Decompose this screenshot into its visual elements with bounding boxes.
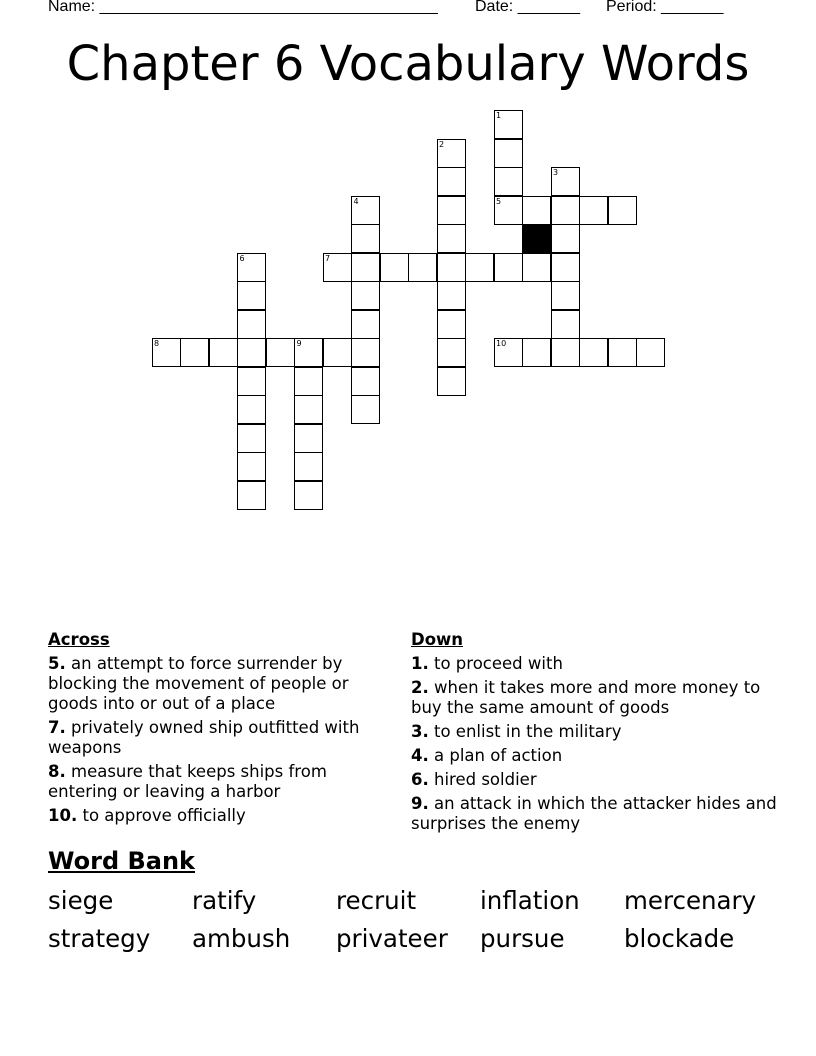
crossword-cell[interactable]: [351, 196, 380, 225]
name-field-label[interactable]: Name: ______________________________________: [48, 0, 438, 15]
clue-text: to proceed with: [434, 654, 563, 673]
crossword-cell[interactable]: [294, 424, 323, 453]
crossword-cell[interactable]: [608, 196, 637, 225]
crossword-cell[interactable]: [323, 338, 352, 367]
clue-number-label: 4: [353, 196, 359, 206]
clue-down-9: [411, 794, 781, 834]
clue-number: 1.: [411, 654, 429, 673]
crossword-cell[interactable]: [237, 253, 266, 282]
clue-text: measure that keeps ships from entering or leaving a harbor: [48, 762, 327, 801]
crossword-cell[interactable]: [465, 253, 494, 282]
crossword-cell[interactable]: [351, 310, 380, 339]
word-bank-item: privateer: [336, 924, 448, 953]
crossword-cell[interactable]: [437, 367, 466, 396]
clue-number: 6.: [411, 770, 429, 789]
across-heading: Across: [48, 630, 110, 649]
clue-number-label: 2: [439, 139, 445, 149]
crossword-cell[interactable]: [237, 281, 266, 310]
word-bank-heading: Word Bank: [48, 847, 196, 875]
clue-number-label: 6: [239, 253, 245, 263]
crossword-cell[interactable]: [437, 224, 466, 253]
clue-number: 3.: [411, 722, 429, 741]
blocked-square: [522, 224, 551, 253]
clue-number-label: 7: [325, 253, 331, 263]
crossword-cell[interactable]: [237, 338, 266, 367]
clue-number-label: 10: [496, 339, 507, 348]
crossword-cell[interactable]: [608, 338, 637, 367]
word-bank-item: blockade: [624, 924, 735, 953]
clue-down-3: [411, 722, 781, 742]
crossword-cell[interactable]: [380, 253, 409, 282]
crossword-cell[interactable]: [294, 338, 323, 367]
word-bank-item: inflation: [480, 886, 580, 915]
clue-text: when it takes more and more money to buy the same amount of goods: [411, 678, 761, 717]
crossword-cell[interactable]: [351, 338, 380, 367]
crossword-cell[interactable]: [437, 310, 466, 339]
word-bank-item: ratify: [192, 886, 257, 915]
clue-text: hired soldier: [434, 770, 537, 789]
crossword-cell[interactable]: [209, 338, 238, 367]
clue-number: 2.: [411, 678, 429, 697]
crossword-cell[interactable]: [551, 253, 580, 282]
crossword-cell[interactable]: [437, 253, 466, 282]
crossword-cell[interactable]: [437, 281, 466, 310]
crossword-cell[interactable]: [551, 167, 580, 196]
crossword-cell[interactable]: [551, 224, 580, 253]
crossword-grid: [0, 0, 816, 520]
crossword-cell[interactable]: [294, 367, 323, 396]
clue-down-1: [411, 654, 781, 674]
period-field-label[interactable]: Period: _______: [606, 0, 724, 15]
clue-text: to enlist in the military: [434, 722, 622, 741]
crossword-cell[interactable]: [494, 196, 523, 225]
crossword-cell[interactable]: [351, 224, 380, 253]
clue-number-label: 9: [296, 339, 302, 348]
clue-number-label: 3: [553, 168, 559, 177]
crossword-cell[interactable]: [323, 253, 352, 282]
crossword-cell[interactable]: [237, 395, 266, 424]
clue-text: privately owned ship outfitted with weapons: [48, 718, 360, 757]
crossword-cell[interactable]: [237, 452, 266, 481]
page-title: Chapter 6 Vocabulary Words: [66, 36, 750, 92]
clue-text: a plan of action: [434, 746, 563, 765]
clue-text: to approve officially: [82, 806, 246, 825]
crossword-cell[interactable]: [494, 167, 523, 196]
clue-text: an attack in which the attacker hides and surprises the enemy: [411, 794, 777, 833]
crossword-cell[interactable]: [437, 196, 466, 225]
word-bank-item: siege: [48, 886, 114, 915]
crossword-cell[interactable]: [579, 338, 608, 367]
crossword-cell[interactable]: [437, 167, 466, 196]
clue-down-6: [411, 770, 781, 790]
crossword-cell[interactable]: [237, 367, 266, 396]
crossword-cell[interactable]: [152, 338, 181, 367]
crossword-cell[interactable]: [522, 196, 551, 225]
clue-number-label: 5: [496, 196, 502, 206]
crossword-cell[interactable]: [494, 253, 523, 282]
crossword-cell[interactable]: [351, 281, 380, 310]
down-heading: Down: [411, 630, 464, 649]
clue-number: 8.: [48, 762, 66, 781]
crossword-cell[interactable]: [351, 367, 380, 396]
crossword-cell[interactable]: [551, 281, 580, 310]
word-bank-item: pursue: [480, 924, 565, 953]
crossword-cell[interactable]: [494, 139, 523, 168]
crossword-cell[interactable]: [294, 481, 323, 510]
clue-across-5: [48, 654, 393, 714]
crossword-cell[interactable]: [522, 338, 551, 367]
crossword-cell[interactable]: [266, 338, 295, 367]
crossword-cell[interactable]: [351, 253, 380, 282]
clue-number: 5.: [48, 654, 66, 673]
clue-across-10: [48, 806, 393, 826]
clue-down-4: [411, 746, 781, 766]
crossword-cell[interactable]: [237, 424, 266, 453]
crossword-cell[interactable]: [551, 196, 580, 225]
crossword-cell[interactable]: [237, 481, 266, 510]
crossword-cell[interactable]: [294, 395, 323, 424]
crossword-cell[interactable]: [180, 338, 209, 367]
word-bank-item: mercenary: [624, 886, 757, 915]
clue-across-8: [48, 762, 393, 802]
clue-number: 10.: [48, 806, 78, 825]
clue-text: an attempt to force surrender by blocking the movement of people or goods into or out of a place: [48, 654, 349, 713]
crossword-cell[interactable]: [579, 196, 608, 225]
crossword-cell[interactable]: [408, 253, 437, 282]
clue-number-label: 8: [154, 339, 160, 348]
crossword-cell[interactable]: [294, 452, 323, 481]
word-bank-item: strategy: [48, 924, 151, 953]
crossword-cell[interactable]: [494, 110, 523, 139]
date-field-label[interactable]: Date: _______: [475, 0, 580, 15]
crossword-cell[interactable]: [494, 338, 523, 367]
across-clues: [48, 630, 393, 830]
clue-across-7: [48, 718, 393, 758]
crossword-cell[interactable]: [551, 338, 580, 367]
crossword-cell[interactable]: [636, 338, 665, 367]
crossword-cell[interactable]: [437, 338, 466, 367]
crossword-cell[interactable]: [437, 139, 466, 168]
clue-number-label: 1: [496, 111, 502, 120]
down-clues: [411, 630, 781, 838]
crossword-cell[interactable]: [351, 395, 380, 424]
word-bank-item: ambush: [192, 924, 291, 953]
clue-number: 7.: [48, 718, 66, 737]
clue-number: 9.: [411, 794, 429, 813]
crossword-cell[interactable]: [551, 310, 580, 339]
clue-number: 4.: [411, 746, 429, 765]
crossword-cell[interactable]: [522, 253, 551, 282]
clue-down-2: [411, 678, 781, 718]
word-bank-item: recruit: [336, 886, 417, 915]
crossword-cell[interactable]: [237, 310, 266, 339]
